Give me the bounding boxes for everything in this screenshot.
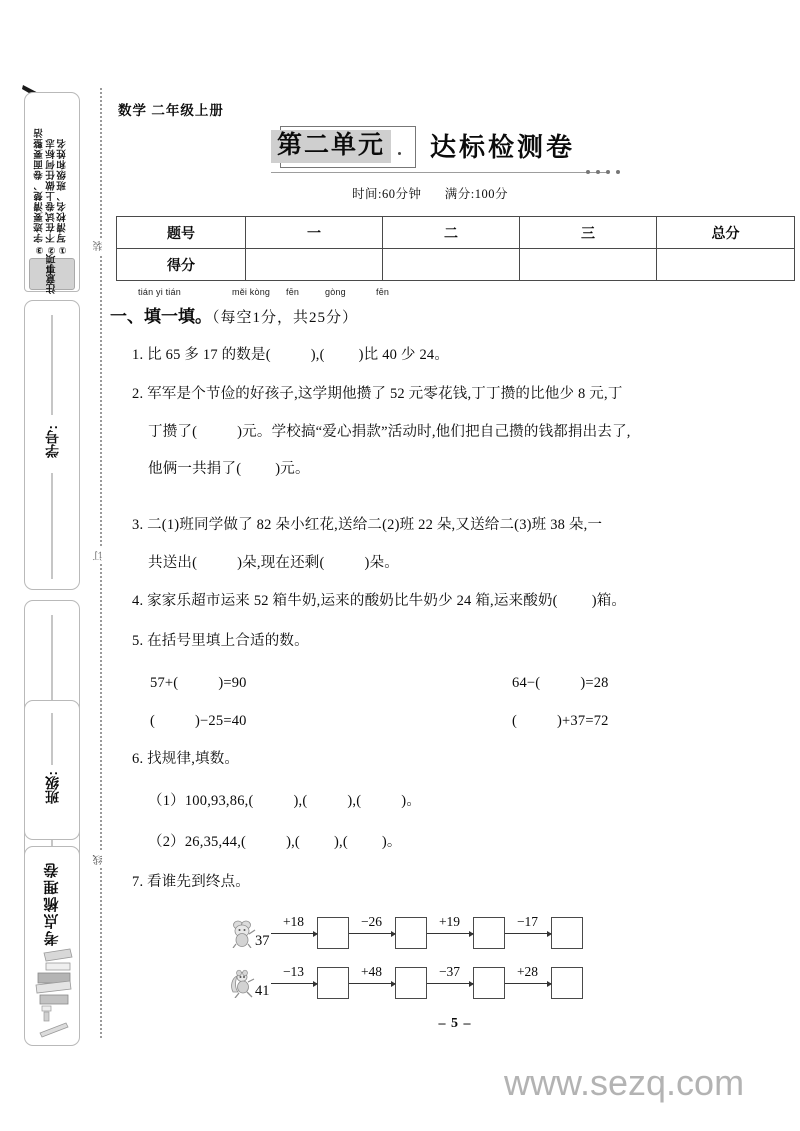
question-text: 军军是个节俭的好孩子,这学期他攒了 52 元零花钱,丁丁攒的比他少 8 元,丁 — [147, 386, 623, 402]
score-input-cell[interactable] — [383, 249, 520, 281]
flow-start-value: 41 — [255, 983, 270, 999]
flow-arrow-icon — [349, 933, 395, 934]
table-header-cell: 题号 — [117, 217, 246, 249]
question-text: 他俩一共捐了( — [148, 461, 242, 478]
section-1-points: （每空1分，共25分） — [212, 310, 359, 326]
flow-answer-box[interactable] — [473, 917, 505, 949]
equation-right: )=90 — [218, 674, 247, 691]
title-dot — [596, 170, 600, 174]
equation-left: ( — [512, 712, 518, 729]
pinyin: fēn — [286, 287, 300, 297]
flow-op-label: −37 — [438, 964, 461, 979]
unit-chip-dot — [398, 152, 401, 155]
sequence-tail: )。 — [381, 834, 402, 851]
flow-op-label: −26 — [360, 914, 383, 929]
flow-op-label: +19 — [438, 914, 461, 929]
score-input-cell[interactable] — [520, 249, 657, 281]
flow-answer-box[interactable] — [317, 917, 349, 949]
question-7 — [132, 873, 792, 893]
binding-sidebar — [0, 0, 110, 1131]
flow-operation — [349, 966, 395, 1000]
question-6 — [132, 750, 792, 853]
table-header-cell: 二 — [383, 217, 520, 249]
sequence-sep: ),( — [286, 834, 300, 851]
flow-arrow-icon — [271, 983, 317, 984]
question-text: )箱。 — [591, 593, 627, 609]
flow-row — [230, 912, 700, 954]
flow-answer-box[interactable] — [551, 967, 583, 999]
sequence-sep: ),( — [347, 792, 362, 809]
flow-operation — [271, 916, 317, 950]
table-cell: 得分 — [117, 249, 246, 281]
title-dot — [616, 170, 620, 174]
class-label: 班级: — [44, 771, 60, 804]
flow-start-value: 37 — [255, 933, 270, 949]
unit-chip: 第二单元 — [271, 130, 391, 163]
class-field-box[interactable] — [24, 700, 80, 840]
flow-op-label: +48 — [360, 964, 383, 979]
student-id-label: 学号: — [44, 425, 60, 458]
question-text: )比 40 少 24。 — [358, 347, 450, 363]
question-4 — [132, 592, 792, 612]
exam-full-score: 满分:100分 — [444, 187, 508, 201]
write-rule — [52, 713, 53, 765]
table-row — [117, 249, 795, 281]
flow-arrow-icon — [271, 933, 317, 934]
flow-answer-box[interactable] — [473, 967, 505, 999]
section-1-title: 一、填一填。 — [110, 307, 212, 326]
table-header-cell: 总分 — [657, 217, 795, 249]
squirrel-character-icon — [230, 968, 256, 998]
equation-left: 64−( — [512, 674, 541, 691]
sequence-start: 26,35,44,( — [184, 834, 247, 851]
notice-label — [29, 254, 75, 294]
sequence-label: （1） — [148, 792, 185, 809]
binding-char: 装 — [92, 238, 107, 254]
equation-right: )+37=72 — [557, 712, 609, 729]
flow-answer-box[interactable] — [317, 967, 349, 999]
title-underline — [271, 172, 607, 173]
exam-meta — [352, 184, 508, 202]
flow-op-label: +18 — [282, 914, 305, 929]
flow-arrow-icon — [427, 983, 473, 984]
title-block — [110, 126, 800, 201]
score-input-cell[interactable] — [657, 249, 795, 281]
notice-item-list — [25, 99, 79, 255]
question-text: )元。学校搞“爱心捐款”活动时,他们把自己攒的钱都捐出去了, — [237, 423, 631, 440]
question-text: 丁攒了( — [148, 423, 198, 440]
table-row — [117, 217, 795, 249]
equation — [150, 674, 247, 694]
pinyin: tián yi tián — [138, 287, 181, 297]
flow-operation — [427, 916, 473, 950]
books-decoration-icon — [30, 947, 74, 1039]
exam-time: 时间:60分钟 — [352, 187, 422, 201]
pinyin: měi kòng — [232, 287, 271, 297]
flow-arrow-icon — [427, 933, 473, 934]
question-1 — [132, 346, 792, 366]
flow-answer-box[interactable] — [395, 917, 427, 949]
question-number: 3. — [132, 517, 144, 533]
section-1 — [110, 287, 800, 327]
question-text: 找规律,填数。 — [147, 751, 240, 767]
series-brand-box — [24, 846, 80, 1046]
equation-left: ( — [150, 712, 156, 729]
question-number: 5. — [132, 633, 144, 649]
flow-operation — [427, 966, 473, 1000]
sequence-sep: ),( — [293, 792, 308, 809]
flow-operation — [271, 966, 317, 1000]
fill-row — [132, 712, 792, 748]
pinyin: fēn — [376, 287, 390, 297]
equation — [512, 674, 609, 694]
flow-op-label: −17 — [516, 914, 539, 929]
notice-item: ②不在试卷上做任何标志 — [45, 138, 57, 255]
title-dot — [586, 170, 590, 174]
write-rule — [52, 315, 53, 415]
question-number: 7. — [132, 874, 144, 890]
sequence-label: （2） — [148, 834, 185, 851]
binding-char: 线 — [92, 852, 107, 868]
flow-operation — [505, 966, 551, 1000]
question-number: 1. — [132, 347, 144, 363]
table-header-cell: 一 — [246, 217, 383, 249]
student-id-field-box[interactable] — [24, 300, 80, 590]
question-5 — [132, 632, 792, 748]
question-text: 共送出( — [148, 554, 198, 571]
subject-line: 数学 二年级上册 — [118, 103, 224, 118]
question-text: )元。 — [275, 461, 310, 478]
question-text: 在括号里填上合适的数。 — [147, 633, 309, 649]
flow-op-label: −13 — [282, 964, 305, 979]
flow-operation — [349, 916, 395, 950]
section-1-heading — [110, 302, 800, 327]
binding-char: 订 — [92, 548, 107, 564]
notice-label-text: 注意事项 — [46, 254, 58, 294]
pinyin: gòng — [325, 287, 346, 297]
score-table — [116, 216, 795, 281]
flow-op-label: +28 — [516, 964, 539, 979]
question-7-flow-diagram — [230, 912, 700, 1002]
flow-arrow-icon — [349, 983, 395, 984]
pinyin-row — [110, 287, 800, 300]
flow-answer-box[interactable] — [551, 917, 583, 949]
flow-operation — [505, 916, 551, 950]
write-rule — [52, 615, 53, 711]
sequence-row — [132, 833, 792, 853]
series-brand-label: 考点梳理卷 — [43, 861, 61, 946]
equation-right: )−25=40 — [195, 712, 247, 729]
exam-notice-box — [24, 92, 80, 292]
sequence-tail: )。 — [401, 792, 422, 809]
page-number: – 5 – — [438, 1016, 472, 1031]
question-text: )朵,现在还剩( — [237, 554, 325, 571]
question-2 — [132, 385, 792, 480]
question-text: )朵。 — [364, 554, 399, 571]
site-watermark: www.sezq.com — [504, 1062, 745, 1103]
question-number: 2. — [132, 386, 144, 402]
exam-title: 达标检测卷 — [430, 133, 576, 162]
flow-arrow-icon — [505, 933, 551, 934]
question-text: 二(1)班同学做了 82 朵小红花,送给二(2)班 22 朵,又送给二(3)班 38 朵,一 — [147, 517, 603, 533]
flow-row — [230, 962, 700, 1004]
notice-item: ①写清校名、班级和姓名 — [57, 138, 69, 255]
equation-right: )=28 — [580, 674, 609, 691]
title-dot — [606, 170, 610, 174]
write-rule — [52, 473, 53, 579]
equation-left: 57+( — [150, 674, 179, 691]
score-input-cell[interactable] — [246, 249, 383, 281]
mouse-character-icon — [230, 918, 256, 948]
sequence-start: 100,93,86,( — [184, 792, 254, 809]
sequence-row — [132, 792, 792, 812]
equation — [512, 712, 609, 732]
question-text: 比 65 多 17 的数是( — [147, 347, 271, 363]
sequence-sep: ),( — [333, 834, 348, 851]
question-number: 6. — [132, 751, 144, 767]
question-number: 4. — [132, 593, 144, 609]
flow-answer-box[interactable] — [395, 967, 427, 999]
exam-page — [110, 0, 800, 1131]
question-text: 家家乐超市运来 52 箱牛奶,运来的酸奶比牛奶少 24 箱,运来酸奶( — [147, 593, 558, 609]
notice-item: ③字迹要清楚、卷面要整洁 — [33, 127, 45, 255]
question-text: 看谁先到终点。 — [147, 874, 251, 890]
table-header-cell: 三 — [520, 217, 657, 249]
question-text: ),( — [310, 347, 325, 363]
question-3 — [132, 516, 792, 573]
flow-arrow-icon — [505, 983, 551, 984]
equation — [150, 712, 247, 732]
fill-row — [132, 674, 792, 710]
